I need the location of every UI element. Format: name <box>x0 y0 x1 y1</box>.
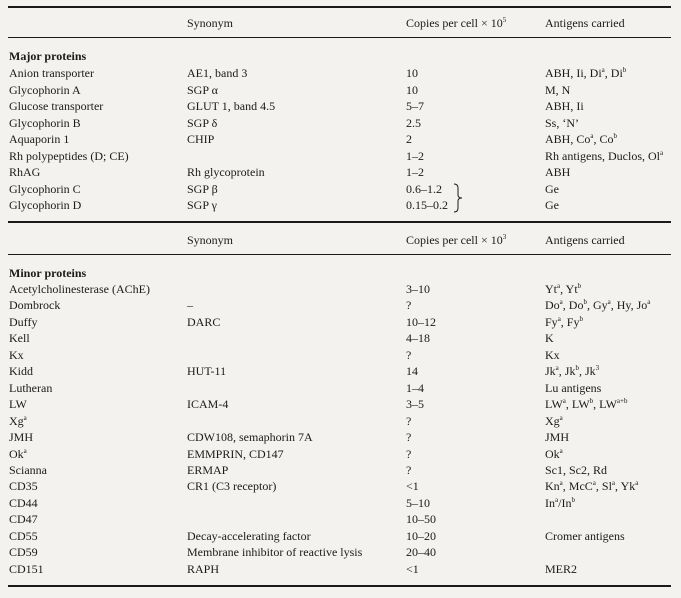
protein-name-cell: LW <box>9 397 27 412</box>
protein-name-cell: Duffy <box>9 314 38 329</box>
synonym-cell: DARC <box>187 314 221 329</box>
section-divider-rule <box>8 221 671 223</box>
protein-name-cell: Kx <box>9 347 24 362</box>
antigens-cell: $LW^a$, $LW^b$, $LW^{a+b}$ <box>545 397 628 412</box>
table-row <box>0 164 681 180</box>
antigens-cell: ABH, Ii, Di$^a$, Di$^b$ <box>545 66 627 80</box>
antigens-cell: K <box>545 331 554 346</box>
table-row <box>0 98 681 114</box>
table-row <box>0 429 681 445</box>
table-row <box>0 82 681 98</box>
table-row <box>0 561 681 577</box>
protein-name-cell: Kidd <box>9 364 33 379</box>
antigens-cell: Ge <box>545 198 559 212</box>
antigens-cell: Ss, ‘N’ <box>545 115 580 130</box>
antigens-cell: In$^a$/In$^b$ <box>545 495 575 510</box>
antigens-cell: Jk$^a$, Jk$^b$, Jk$^3$ <box>545 364 600 379</box>
table-row <box>0 330 681 346</box>
copies-cell: 5–7 <box>406 99 424 113</box>
antigens-cell: Yt$^a$, Yt$^b$ <box>545 282 582 296</box>
synonym-cell: SGP γ <box>187 198 217 212</box>
copies-cell: 0.15–0.2 <box>406 198 448 212</box>
protein-name-cell: Glycophorin C <box>9 181 81 196</box>
copies-cell: 10–12 <box>406 314 436 329</box>
antigens-cell: Lu antigens <box>545 380 602 395</box>
protein-name-cell: CD44 <box>9 495 38 510</box>
table-row <box>0 197 681 213</box>
synonym-cell: SGP α <box>187 82 218 97</box>
copies-cell: ? <box>406 430 412 445</box>
minor-section-title <box>0 265 681 281</box>
synonym-cell: Membrane inhibitor of reactive lysis <box>187 545 363 560</box>
copies-cell: 2.5 <box>406 115 421 130</box>
synonym-cell: CDW108, semaphorin 7A <box>187 430 313 445</box>
table-top-rule <box>8 6 671 8</box>
antigens-cell: ABH, Co$^a$, Co$^b$ <box>545 132 617 146</box>
protein-name-cell: JMH <box>9 430 34 445</box>
antigens-cell: Do$^a$, Do$^b$, Gy$^a$, Hy, Jo$^a$ <box>545 298 651 313</box>
copies-header <box>406 232 506 248</box>
synonym-cell: RAPH <box>187 561 220 576</box>
protein-name-cell: Kell <box>9 331 30 346</box>
protein-name-cell: Acetylcholinesterase (AChE) <box>9 282 150 296</box>
synonym-cell: SGP δ <box>187 115 218 130</box>
protein-name-cell: CD47 <box>9 512 38 527</box>
copies-header-text: Copies per cell × 10 <box>406 16 503 30</box>
synonym-cell: GLUT 1, band 4.5 <box>187 99 276 113</box>
protein-name-cell: Glucose transporter <box>9 99 104 113</box>
column-header-row-1 <box>0 15 681 31</box>
table-row <box>0 65 681 81</box>
header-rule-2 <box>8 254 671 255</box>
copies-cell: ? <box>406 298 412 313</box>
copies-cell: 10 <box>406 66 418 80</box>
antigens-cell: M, N <box>545 82 571 97</box>
copies-cell: 20–40 <box>406 545 436 560</box>
copies-header <box>406 15 506 31</box>
table-row <box>0 511 681 527</box>
table-row <box>0 478 681 494</box>
table-bottom-rule <box>8 585 671 587</box>
table-row <box>0 413 681 429</box>
synonym-cell: AE1, band 3 <box>187 66 248 80</box>
antigens-cell: Fy$^a$, Fy$^b$ <box>545 314 583 329</box>
table-row <box>0 462 681 478</box>
synonym-cell: EMMPRIN, CD147 <box>187 446 284 461</box>
protein-name-cell: CD35 <box>9 479 38 494</box>
copies-cell: 5–10 <box>406 495 430 510</box>
table-row <box>0 297 681 313</box>
antigens-cell: Ge <box>545 181 559 196</box>
copies-cell: <1 <box>406 479 419 494</box>
antigens-cell: Xg$^a$ <box>545 413 563 428</box>
copies-cell: ? <box>406 462 412 477</box>
protein-name-cell: Aquaporin 1 <box>9 132 70 146</box>
synonym-cell: ERMAP <box>187 462 229 477</box>
antigens-header: Antigens carried <box>545 233 625 247</box>
table-row <box>0 528 681 544</box>
table-row <box>0 281 681 297</box>
protein-name-cell: Anion transporter <box>9 66 94 80</box>
copies-cell: 0.6–1.2 <box>406 181 442 196</box>
protein-name-cell: CD59 <box>9 545 38 560</box>
table-row <box>0 115 681 131</box>
protein-name-cell: Glycophorin D <box>9 198 82 212</box>
table-row <box>0 314 681 330</box>
copies-cell: 3–5 <box>406 397 424 412</box>
antigens-cell: MER2 <box>545 561 578 576</box>
copies-header-exponent: 3 <box>502 233 507 241</box>
copies-cell: 1–2 <box>406 165 424 179</box>
copies-cell: 10–20 <box>406 528 436 543</box>
table-row <box>0 131 681 147</box>
table-row <box>0 181 681 197</box>
copies-cell: ? <box>406 413 412 428</box>
header-rule-1 <box>8 37 671 38</box>
copies-cell: 4–18 <box>406 331 430 346</box>
table-row <box>0 446 681 462</box>
table-row <box>0 380 681 396</box>
table-row <box>0 363 681 379</box>
protein-name-cell: Dombrock <box>9 298 61 313</box>
copies-cell: 3–10 <box>406 282 430 296</box>
antigens-cell: Kn$^a$, McC$^a$, Sl$^a$, Yk$^a$ <box>545 479 639 494</box>
protein-name-cell: Glycophorin B <box>9 115 81 130</box>
copies-cell: ? <box>406 347 412 362</box>
copies-cell: 1–4 <box>406 380 424 395</box>
copies-cell: <1 <box>406 561 419 576</box>
protein-name-cell: CD55 <box>9 528 38 543</box>
synonym-cell: HUT-11 <box>187 364 227 379</box>
antigens-cell: Kx <box>545 347 560 362</box>
synonym-header: Synonym <box>187 233 234 247</box>
synonym-cell: Decay-accelerating factor <box>187 528 311 543</box>
antigens-cell: ABH <box>545 165 571 179</box>
synonym-cell: Rh glycoprotein <box>187 165 265 179</box>
table-row <box>0 544 681 560</box>
table-row <box>0 148 681 164</box>
antigens-cell: Ok$^a$ <box>545 446 563 461</box>
antigens-cell: Cromer antigens <box>545 528 625 543</box>
protein-name-cell: RhAG <box>9 165 41 179</box>
table-row <box>0 396 681 412</box>
major-section-title <box>0 48 681 64</box>
antigens-cell: JMH <box>545 430 570 445</box>
copies-cell: 10 <box>406 82 418 97</box>
synonym-cell: SGP β <box>187 181 218 196</box>
antigens-cell: Sc1, Sc2, Rd <box>545 462 608 477</box>
copies-cell: ? <box>406 446 412 461</box>
copies-cell: 2 <box>406 132 412 146</box>
table-row <box>0 347 681 363</box>
protein-name-cell: Lutheran <box>9 380 53 395</box>
protein-name-cell: Ok$^a$ <box>9 446 27 461</box>
synonym-cell: CR1 (C3 receptor) <box>187 479 277 494</box>
protein-name-cell: CD151 <box>9 561 44 576</box>
protein-name-cell: Scianna <box>9 462 47 477</box>
column-header-row-2 <box>0 232 681 248</box>
synonym-cell: CHIP <box>187 132 215 146</box>
major-section-title-text: Major proteins <box>9 49 87 63</box>
antigens-header: Antigens carried <box>545 16 625 30</box>
table-row <box>0 495 681 511</box>
synonym-header: Synonym <box>187 16 234 30</box>
copies-header-text: Copies per cell × 10 <box>406 233 503 247</box>
grouping-brace <box>452 183 464 213</box>
protein-name-cell: Rh polypeptides (D; CE) <box>9 148 129 163</box>
protein-name-cell: Xg$^a$ <box>9 413 27 428</box>
minor-section-title-text: Minor proteins <box>9 266 87 280</box>
copies-cell: 14 <box>406 364 418 379</box>
protein-name-cell: Glycophorin A <box>9 82 81 97</box>
antigens-cell: Rh antigens, Duclos, Ol$^a$ <box>545 148 664 163</box>
copies-cell: 1–2 <box>406 148 424 163</box>
synonym-cell: ICAM-4 <box>187 397 229 412</box>
synonym-cell: – <box>187 298 193 313</box>
antigens-cell: ABH, Ii <box>545 99 584 113</box>
copies-cell: 10–50 <box>406 512 436 527</box>
copies-header-exponent: 5 <box>502 16 507 24</box>
